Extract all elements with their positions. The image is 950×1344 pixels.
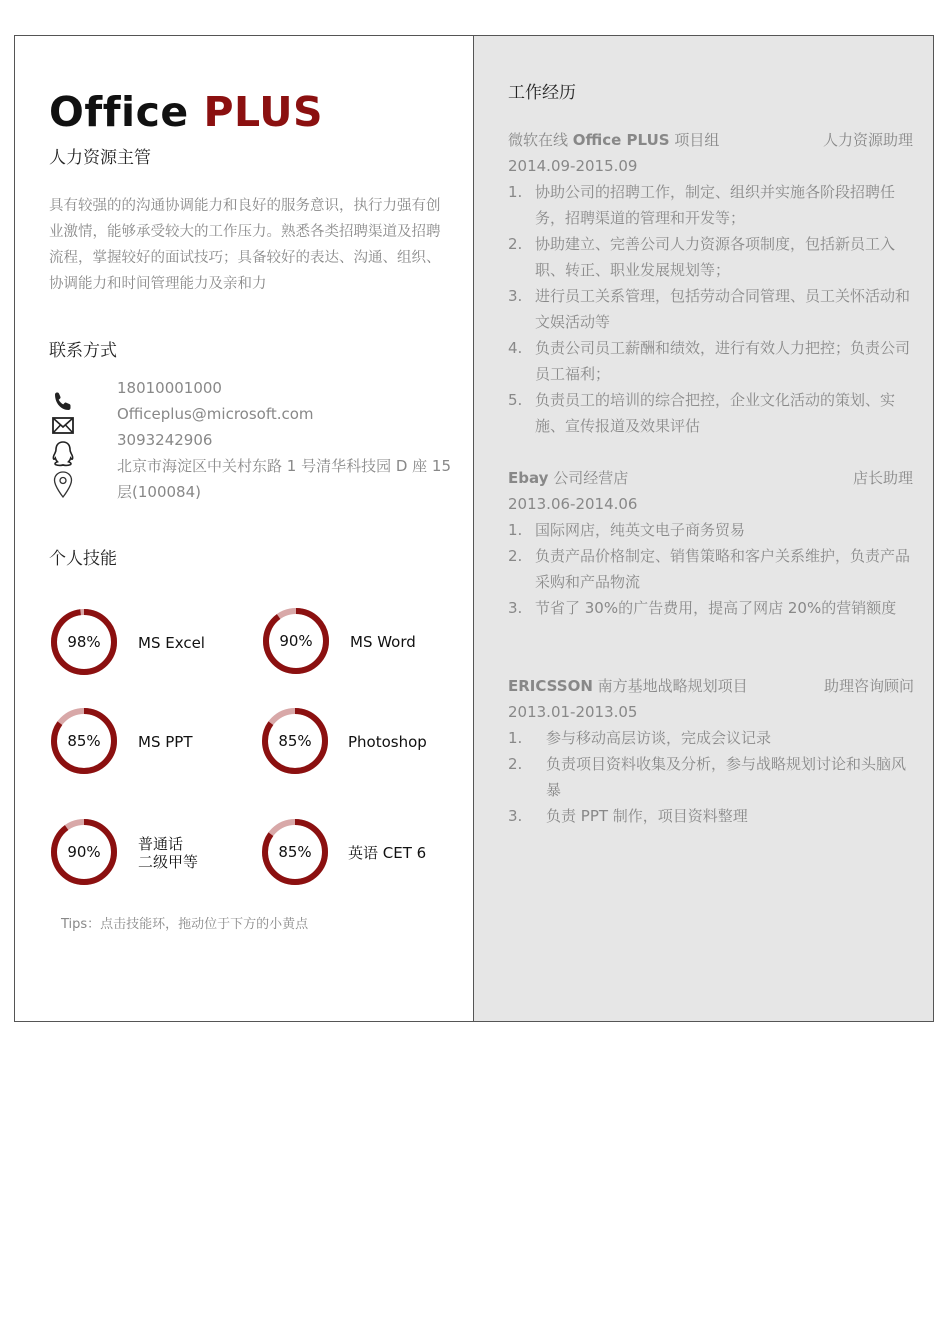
company-name: ERICSSON xyxy=(508,677,593,695)
job-duties xyxy=(508,725,914,829)
item-text: 国际网店，纯英文电子商务贸易 xyxy=(535,521,746,539)
contact-section-title: 联系方式 xyxy=(49,341,117,361)
item-number: 2. xyxy=(508,547,523,565)
list-item xyxy=(508,543,913,595)
job-date: 2013.01-2013.05 xyxy=(508,703,638,721)
job-header xyxy=(508,673,914,699)
qq-icon xyxy=(51,440,75,468)
item-number: 3. xyxy=(508,599,523,617)
skill-ring[interactable] xyxy=(49,817,119,887)
contact-email: Officeplus@microsoft.com xyxy=(117,405,314,423)
skill-percent: 98% xyxy=(67,633,101,651)
skill-ring[interactable] xyxy=(260,706,330,776)
list-item xyxy=(508,725,914,751)
item-number: 1. xyxy=(508,729,523,747)
skill-label: MS Excel xyxy=(138,634,205,652)
contact-qq: 3093242906 xyxy=(117,431,213,449)
item-text: 协助公司的招聘工作，制定、组织并实施各阶段招聘任务，招聘渠道的管理和开发等； xyxy=(535,183,896,227)
resume-page xyxy=(14,35,934,1022)
skill-label: Photoshop xyxy=(348,733,427,751)
skills-tip: Tips：点击技能环，拖动位于下方的小黄点 xyxy=(61,917,309,932)
job-duties xyxy=(508,517,913,621)
list-item xyxy=(508,283,913,335)
list-item xyxy=(508,387,913,439)
item-number: 2. xyxy=(508,235,523,253)
skill-percent: 90% xyxy=(279,632,313,650)
item-text: 负责产品价格制定、销售策略和客户关系维护，负责产品采购和产品物流 xyxy=(535,547,911,591)
job-position: 助理咨询顾问 xyxy=(823,677,914,695)
skill-ring[interactable] xyxy=(49,706,119,776)
company-name: Ebay xyxy=(508,469,549,487)
contact-details xyxy=(117,375,457,505)
item-number: 1. xyxy=(508,521,523,539)
job-position: 人力资源助理 xyxy=(822,131,913,149)
skill-percent: 85% xyxy=(278,732,312,750)
item-number: 4. xyxy=(508,339,523,357)
item-text: 负责员工的培训的综合把控，企业文化活动的策划、实施、宣传报道及效果评估 xyxy=(535,391,896,435)
list-item xyxy=(508,231,913,283)
item-text: 参与移动高层访谈，完成会议记录 xyxy=(546,729,772,747)
list-item xyxy=(508,803,914,829)
summary-text: 具有较强的的沟通协调能力和良好的服务意识，执行力强有创业激情，能够承受较大的工作压力。熟悉各类招聘渠道及招聘流程，掌握较好的面试技巧；具备较好的表达、沟通、组织、协调能力和时间管理能力及亲和力 xyxy=(49,198,441,292)
skill-label xyxy=(138,835,198,871)
list-item xyxy=(508,179,913,231)
job-entry xyxy=(508,465,913,621)
job-date: 2014.09-2015.09 xyxy=(508,157,638,175)
list-item xyxy=(508,517,913,543)
name-main: Office xyxy=(49,88,189,136)
experience-section-title: 工作经历 xyxy=(508,83,576,103)
company-suffix: 项目组 xyxy=(669,131,720,149)
skill-label: MS PPT xyxy=(138,733,193,751)
company-prefix: 微软在线 xyxy=(508,131,573,149)
skill-label: 英语 CET 6 xyxy=(348,844,427,862)
skill-label: MS Word xyxy=(350,633,416,651)
resume-name xyxy=(49,88,323,136)
skills-section-title: 个人技能 xyxy=(49,549,117,569)
job-entry xyxy=(508,673,914,829)
item-number: 3. xyxy=(508,807,523,825)
skill-ring[interactable] xyxy=(260,817,330,887)
left-column xyxy=(15,36,474,1021)
item-text: 进行员工关系管理，包括劳动合同管理、员工关怀活动和文娱活动等 xyxy=(535,287,911,331)
job-role: 人力资源主管 xyxy=(49,148,151,168)
contact-phone: 18010001000 xyxy=(117,379,222,397)
right-column xyxy=(474,36,933,1021)
job-header xyxy=(508,465,913,491)
skill-ring[interactable] xyxy=(261,606,331,676)
contact-address: 北京市海淀区中关村东路 1 号清华科技园 D 座 15 层(100084) xyxy=(117,457,452,501)
job-company xyxy=(508,673,748,699)
item-number: 1. xyxy=(508,183,523,201)
item-text: 负责项目资料收集及分析，参与战略规划讨论和头脑风暴 xyxy=(546,755,907,799)
job-entry xyxy=(508,127,913,439)
skill-ring[interactable] xyxy=(49,607,119,677)
company-suffix: 公司经营店 xyxy=(548,469,629,487)
phone-icon xyxy=(51,390,75,414)
company-suffix: 南方基地战略规划项目 xyxy=(592,677,748,695)
list-item xyxy=(508,595,913,621)
skill-percent: 85% xyxy=(278,843,312,861)
item-number: 3. xyxy=(508,287,523,305)
name-accent: PLUS xyxy=(203,88,324,136)
job-company xyxy=(508,127,719,153)
skill-label-line: 二级甲等 xyxy=(138,853,199,871)
company-name: Office PLUS xyxy=(572,131,670,149)
skill-label-line: 普通话 xyxy=(138,835,184,853)
item-number: 5. xyxy=(508,391,523,409)
job-duties xyxy=(508,179,913,439)
item-text: 协助建立、完善公司人力资源各项制度，包括新员工入职、转正、职业发展规划等； xyxy=(535,235,896,279)
item-text: 负责公司员工薪酬和绩效，进行有效人力把控；负责公司员工福利； xyxy=(535,339,911,383)
mail-icon xyxy=(51,416,75,436)
skill-percent: 90% xyxy=(67,843,101,861)
job-date: 2013.06-2014.06 xyxy=(508,495,638,513)
item-number: 2. xyxy=(508,755,523,773)
skill-percent: 85% xyxy=(67,732,101,750)
job-company xyxy=(508,465,628,491)
location-icon xyxy=(51,470,75,500)
job-position: 店长助理 xyxy=(852,469,913,487)
job-header xyxy=(508,127,913,153)
item-text: 节省了 30%的广告费用，提高了网店 20%的营销额度 xyxy=(535,599,897,617)
item-text: 负责 PPT 制作，项目资料整理 xyxy=(546,807,748,825)
list-item xyxy=(508,751,914,803)
list-item xyxy=(508,335,913,387)
